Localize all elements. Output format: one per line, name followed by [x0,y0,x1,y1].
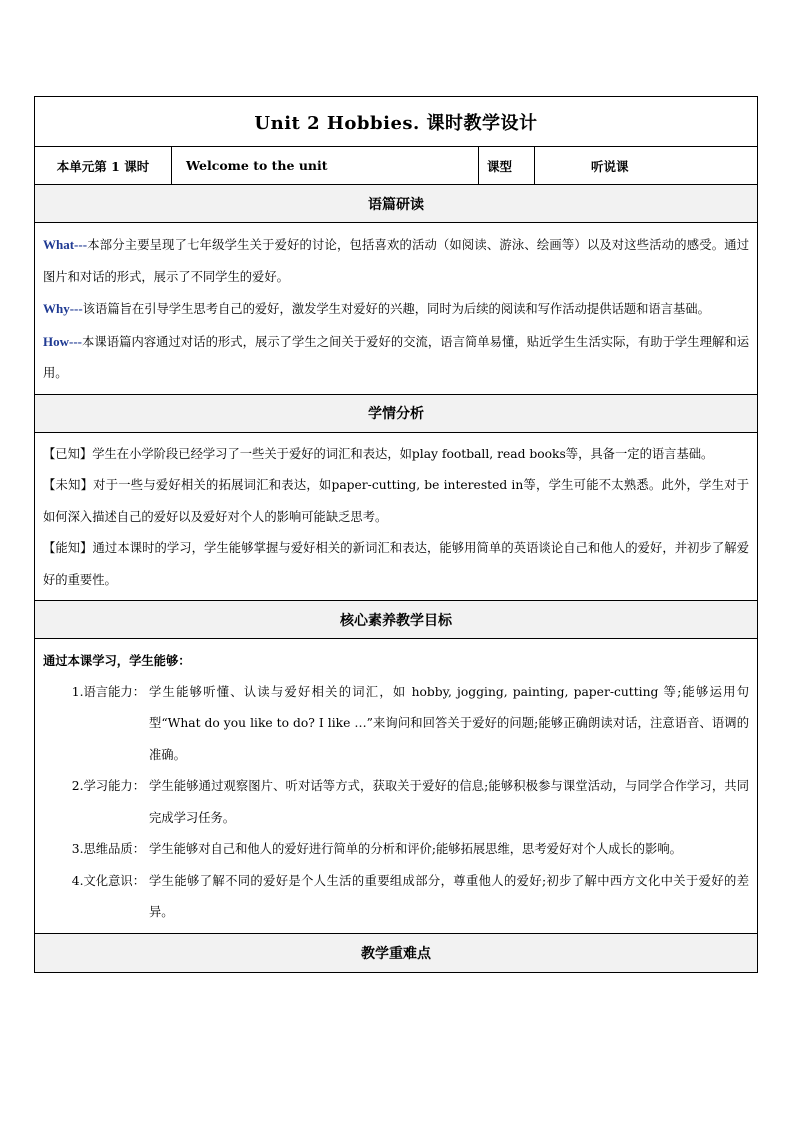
objective-text: 学生能够对自己和他人的爱好进行简单的分析和评价;能够拓展思维，思考爱好对个人成长的影响。 [149,842,682,856]
what-paragraph [43,229,749,293]
objectives-heading: 核心素养教学目标 [35,601,757,639]
unknown-paragraph: 【未知】对于一些与爱好相关的拓展词汇和表达，如paper-cutting, be interested in等，学生可能不太熟悉。此外，学生对于如何深入描述自己的爱好以及爱好对个人的影响可能缺乏思考。 [43,478,749,524]
lesson-plan-table [34,96,758,973]
lesson-name: Welcome to the unit [172,147,479,184]
learner-analysis-body [35,433,757,602]
objective-item [43,866,749,929]
objective-item [43,771,749,834]
objectives-intro: 通过本课学习，学生能够： [43,653,191,668]
able-paragraph: 【能知】通过本课时的学习，学生能够掌握与爱好相关的新词汇和表达，能够用简单的英语谈论自己和他人的爱好，并初步了解爱好的重要性。 [43,541,749,587]
known-paragraph: 【已知】学生在小学阶段已经学习了一些关于爱好的词汇和表达，如play football, read books等，具备一定的语言基础。 [43,446,714,461]
objective-item [43,834,749,866]
objective-key: 2.学习能力： [71,779,145,793]
why-paragraph [43,293,749,326]
lesson-info-row [35,147,757,185]
key-points-heading: 教学重难点 [35,934,757,972]
objective-item [43,677,749,772]
objective-key: 3.思维品质： [71,842,145,856]
why-lead: Why--- [43,301,83,316]
how-lead: How--- [43,333,82,349]
how-paragraph [43,326,749,390]
page-title: Unit 2 Hobbies. 课时教学设计 [254,112,538,134]
objective-key: 1.语言能力： [71,684,145,699]
objective-text: 学生能够了解不同的爱好是个人生活的重要组成部分，尊重他人的爱好;初步了解中西方文化中关于爱好的差异。 [149,873,749,919]
objective-key: 4.文化意识： [71,873,145,888]
learner-analysis-heading: 学情分析 [35,395,757,433]
what-lead: What--- [43,237,88,252]
what-text: 本部分主要呈现了七年级学生关于爱好的讨论，包括喜欢的活动（如阅读、游泳、绘画等）以及对这些活动的感受。通过图片和对话的形式，展示了不同学生的爱好。 [43,238,749,284]
why-text: 该语篇旨在引导学生思考自己的爱好，激发学生对爱好的兴趣，同时为后续的阅读和写作活动提供话题和语言基础。 [82,302,710,316]
how-text: 本课语篇内容通过对话的形式，展示了学生之间关于爱好的交流，语言简单易懂，贴近学生生活实际，有助于学生理解和运用。 [43,334,749,380]
lesson-type-value: 听说课 [591,158,629,174]
text-study-heading: 语篇研读 [35,185,757,223]
title-row [35,97,757,147]
objective-text: 学生能够通过观察图片、听对话等方式，获取关于爱好的信息;能够积极参与课堂活动，与同学合作学习，共同完成学习任务。 [149,779,749,825]
lesson-type-label: 课型 [479,147,535,184]
text-study-body [35,223,757,395]
objectives-body [35,639,757,934]
lesson-number: 本单元第 1 课时 [35,147,172,184]
objective-text: 学生能够听懂、认读与爱好相关的词汇，如 hobby, jogging, painting, paper-cutting 等;能够运用句型“What do you like to do? I like …”来询问和回答关于爱好的问题;能够正确朗读对话，注意语音、语调的准确。 [149,684,749,762]
